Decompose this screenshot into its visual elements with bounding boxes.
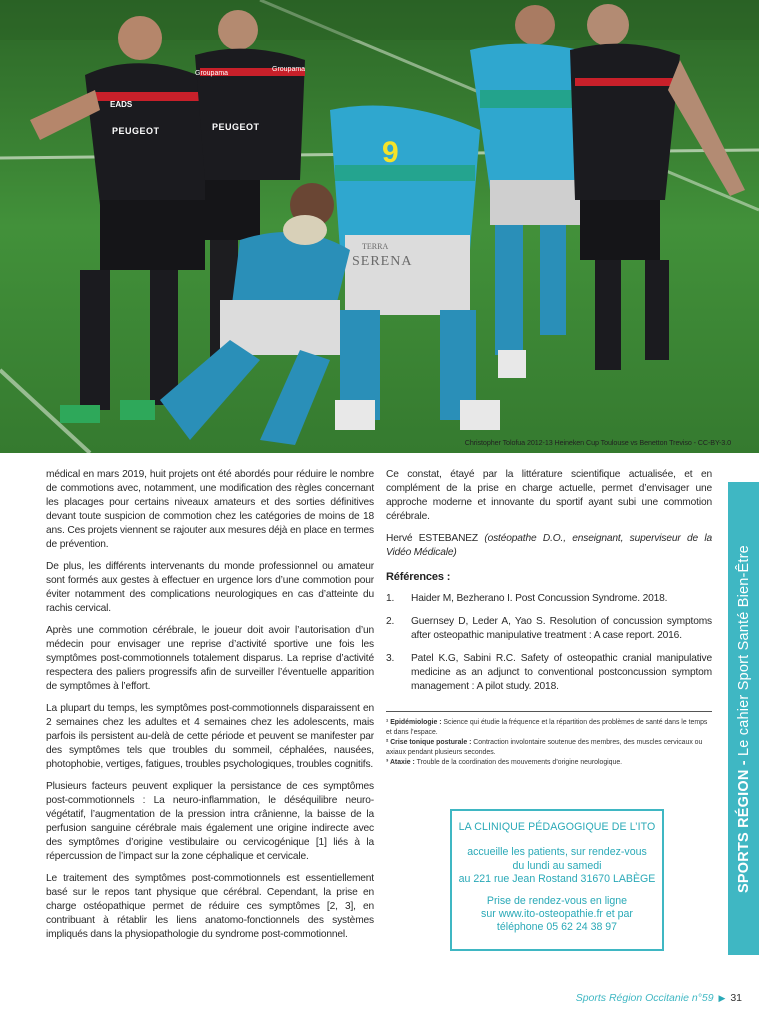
footnote-term: ³ Ataxie : — [386, 759, 415, 766]
author-name: Hervé ESTEBANEZ — [386, 533, 485, 544]
sponsor-text-terra: TERRA — [362, 242, 389, 251]
section-side-band — [728, 482, 759, 955]
sponsor-text-groupama-2: Groupama — [272, 66, 306, 73]
photo-caption: Christopher Tolofua 2012-13 Heineken Cup Toulouse vs Benetton Treviso - CC-BY-3.0 — [464, 438, 731, 447]
clinic-website: sur www.ito-osteopathie.fr et par — [481, 908, 633, 921]
play-arrow-icon: ▶ — [718, 993, 726, 1003]
footnote-term: ² Crise tonique posturale : — [386, 739, 472, 746]
clinic-address: au 221 rue Jean Rostand 31670 LABÈGE — [458, 873, 656, 886]
reference-text: Haider M, Bezherano I. Post Concussion Syndrome. 2018. — [411, 593, 668, 604]
reference-item — [386, 592, 712, 606]
section-label — [736, 545, 752, 893]
sponsor-text-peugeot-center: PEUGEOT — [212, 122, 260, 132]
jersey-number-text: 9 — [382, 136, 399, 169]
footnote-term: ¹ Epidémiologie : — [386, 719, 442, 726]
left-column — [46, 468, 374, 950]
footnote — [386, 758, 712, 768]
clinic-hours-block — [452, 846, 662, 886]
footnote-definition: Trouble de la coordination des mouvements d’origine neurologique. — [414, 759, 623, 766]
reference-text: Patel K.G, Sabini R.C. Safety of osteopathic cranial manipulative medicine as an adjunct to conventional postconcussion symptom management : A pilot study. 2018. — [411, 653, 712, 692]
reference-text: Guernsey D, Leder A, Yao S. Resolution of concussion symptoms after osteopathic manipulative treatment : A case report. 2016. — [411, 616, 712, 641]
reference-number: 3. — [386, 653, 395, 664]
clinic-line: accueille les patients, sur rendez-vous — [467, 846, 647, 859]
reference-number: 1. — [386, 593, 395, 604]
paragraph: De plus, les différents intervenants du monde professionnel ou amateur sont formés aux gestes à effectuer en urgence lors d’une commotion pour éviter notamment des complications neurologiques en cas d’atteinte du rachis cervical. — [46, 561, 374, 614]
footnote — [386, 738, 712, 757]
references-title: Références : — [386, 571, 451, 583]
author-line — [386, 532, 712, 560]
sponsor-text-peugeot-left: PEUGEOT — [112, 126, 160, 136]
clinic-info-box — [450, 809, 664, 951]
footnotes — [386, 711, 712, 769]
clinic-booking-block — [452, 895, 662, 935]
clinic-line: du lundi au samedi — [512, 859, 602, 872]
footnote — [386, 718, 712, 737]
page-number: 31 — [730, 992, 742, 1004]
footnote-definition: Science qui étudie la fréquence et la répartition des problèmes de santé dans le temps et dans l’espace. — [386, 719, 708, 736]
clinic-line: Prise de rendez-vous en ligne — [486, 894, 628, 907]
references-list — [386, 592, 712, 694]
clinic-title: LA CLINIQUE PÉDAGOGIQUE DE L’ITO — [458, 821, 656, 833]
paragraph: La plupart du temps, les symptômes post-commotionnels disparaissent en 2 semaines chez les adultes et 4 semaines chez les adolescents, mais parfois ils persistent au-delà de cette période et peuvent se manifester par des symptômes tels que troubles du sommeil, céphalées, nausées, photophobie, vertiges, fatigues, troubles psychologiques, troubles cognitifs. — [46, 703, 374, 770]
paragraph: médical en mars 2019, huit projets ont été abordés pour réduire le nombre de commotions avec, notamment, une modification des règles concernant les placages pour certains niveaux amateurs et des sorties définitives devant toute suspicion de commotion chez les catégories de moins de 18 ans. Ces projets viennent se rajouter aux mesures déjà en place en termes de prévention. — [46, 469, 374, 550]
paragraph: Plusieurs facteurs peuvent expliquer la persistance de ces symptômes post-commotionnels : La neuro-inflammation, le déséquilibre neuro-végétatif, l’augmentation de la pression intra crânienne, la baisse de la perfusion sanguine cérébrale mais également une origine indirecte avec des symptômes d’origine vestibulaire ou cervicogénique [1] liés à la répercussion de l’impact sur la zone céphalique et cervicale. — [46, 781, 374, 862]
footnote-definition: Contraction involontaire soutenue des membres, des muscles cervicaux ou axiaux pendant plusieurs secondes. — [386, 739, 703, 756]
reference-item — [386, 652, 712, 694]
reference-item — [386, 615, 712, 643]
sponsor-text-eads: EADS — [110, 100, 133, 109]
clinic-phone: téléphone 05 62 24 38 97 — [496, 921, 618, 934]
right-column — [386, 468, 712, 703]
reference-number: 2. — [386, 616, 395, 627]
publication-name: Sports Région Occitanie n°59 — [575, 992, 714, 1004]
paragraph: Après une commotion cérébrale, le joueur doit avoir l’autorisation d’un médecin pour envisager une reprise d’activité sportive une fois les symptômes post-commotionnels totalement disparus. La reprise d’activité respectera des paliers progressifs afin de surveiller l’éventuelle apparition de symptômes à l’effort. — [46, 625, 374, 692]
sponsor-text-serena: SERENA — [352, 254, 413, 269]
paragraph: Le traitement des symptômes post-commotionnels est essentiellement basé sur le repos tant physique que cérébral. Cependant, la prise en charge ostéopathique permet de réduire ces symptômes [2, 3], en contribuant à rétablir les liens anatomo-fonctionnels des systèmes impliqués dans la physiopathologie du syndrome post-commotionnel. — [46, 873, 374, 940]
intro-paragraph: Ce constat, étayé par la littérature scientifique actualisée, et en complément de la prise en charge actuelle, permet d’envisager une approche moderne et innovante du sportif ayant subi une commotion cérébrale. — [386, 469, 712, 522]
section-label-bold: SPORTS RÉGION - — [735, 759, 752, 893]
author-role: (ostéopathe D.O., enseignant, superviseur de la Vidéo Médicale) — [386, 533, 712, 558]
rugby-scene-illustration — [0, 0, 759, 453]
rugby-photo — [0, 0, 759, 453]
page-footer — [0, 992, 742, 1004]
sponsor-text-groupama-1: Groupama — [195, 70, 229, 77]
section-label-light: Le cahier Sport Santé Bien-Être — [735, 544, 752, 760]
